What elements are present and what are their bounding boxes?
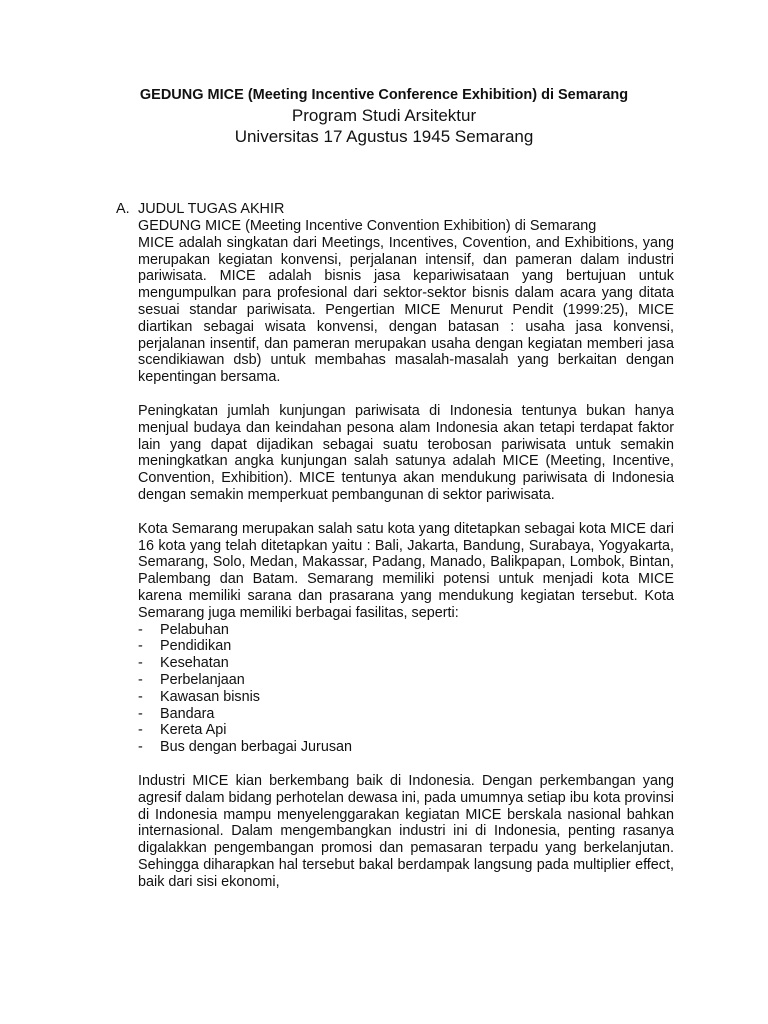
list-item [138,655,674,672]
paragraph-semarang: Kota Semarang merupakan salah satu kota yang ditetapkan sebagai kota MICE dari 16 kota yang telah ditetapkan yaitu : Bali, Jakarta, Bandung, Surabaya, Yogyakarta, Semarang, Solo, Medan, Makassar, Padang, Manado, Balikpapan, Lombok, Bintan, Palembang dan Batam. Semarang memiliki potensi untuk menjadi kota MICE karena memiliki sarana dan prasarana yang mendukung kegiatan tersebut. Kota Semarang juga memiliki berbagai fasilitas, seperti: [138,520,674,621]
program-name: Program Studi Arsitektur [291,106,477,125]
paragraph-tourism-growth: Peningkatan jumlah kunjungan pariwisata di Indonesia tentunya bukan hanya menjual budaya dan keindahan pesona alam Indonesia akan tetapi terdapat faktor lain yang dapat dijadikan sebagai suatu terobosan pariwisata untuk semakin meningkatkan angka kunjungan salah satunya adalah MICE (Meeting, Incentive, Convention, Exhibition). MICE tentunya akan mendukung pariwisata di Indonesia dengan semakin memperkuat pembangunan di sektor pariwisata. [138,402,674,503]
section-a [116,201,674,890]
list-item [138,739,674,756]
list-dash: - [138,671,143,688]
section-body [138,218,674,890]
list-item-text: Perbelanjaan [160,671,245,688]
facilities-list [138,622,674,756]
paragraph-gap [138,504,674,521]
list-dash: - [138,655,143,672]
list-item [138,706,674,723]
university-name: Universitas 17 Agustus 1945 Semarang [234,127,534,146]
paragraph-gap [138,756,674,773]
section-subheading: GEDUNG MICE (Meeting Incentive Convention Exhibition) di Semarang [138,218,597,234]
paragraph-industry-growth: Industri MICE kian berkembang baik di Indonesia. Dengan perkembangan yang agresif dalam bidang perhotelan dewasa ini, pada umumnya setiap ibu kota provinsi di Indonesia mampu menyelenggarakan kegiatan MICE berskala nasional bahkan internasional. Dalam mengembangkan industri ini di Indonesia, penting rasanya digalakkan pengembangan promosi dan pemasaran terpadu yang berkelanjutan. Sehingga diharapkan hal tersebut bakal berdampak langsung pada multiplier effect, baik dari sisi ekonomi, [138,772,674,890]
list-item-text: Pendidikan [160,638,232,655]
list-item [138,622,674,639]
list-dash: - [138,638,143,655]
list-dash: - [138,739,143,756]
list-item [138,638,674,655]
list-dash: - [138,621,143,638]
list-item [138,672,674,689]
paragraph-gap [138,386,674,403]
section-heading: JUDUL TUGAS AKHIR [138,201,285,217]
list-item-text: Kawasan bisnis [160,688,260,705]
list-dash: - [138,705,143,722]
section-letter: A. [116,201,130,217]
list-dash: - [138,722,143,739]
section-heading-row [116,201,674,218]
list-item-text: Kereta Api [160,722,227,739]
document-header [0,86,768,147]
list-item-text: Pelabuhan [160,621,229,638]
list-item-text: Bandara [160,705,215,722]
list-item-text: Bus dengan berbagai Jurusan [160,739,353,756]
list-item [138,722,674,739]
document-title: GEDUNG MICE (Meeting Incentive Conference Exhibition) di Semarang [139,87,629,103]
list-item [138,689,674,706]
list-item-text: Kesehatan [160,655,229,672]
paragraph-mice-definition: MICE adalah singkatan dari Meetings, Incentives, Covention, and Exhibitions, yang merupakan kegiatan konvensi, perjalanan intensif, dan pameran dalam industri pariwisata. MICE adalah bisnis jasa kepariwisataan yang bertujuan untuk mengumpulkan para profesional dari sektor-sektor bisnis dalam acara yang ditata sesuai standar pariwisata. Pengertian MICE Menurut Pendit (1999:25), MICE diartikan sebagai wisata konvensi, dengan batasan : usaha jasa konvensi, perjalanan insentif, dan pameran merupakan usaha dengan kegiatan memberi jasa scendikiawan dsb) untuk membahas masalah-masalah yang berkaitan dengan kepentingan bersama. [138,234,674,386]
list-dash: - [138,688,143,705]
